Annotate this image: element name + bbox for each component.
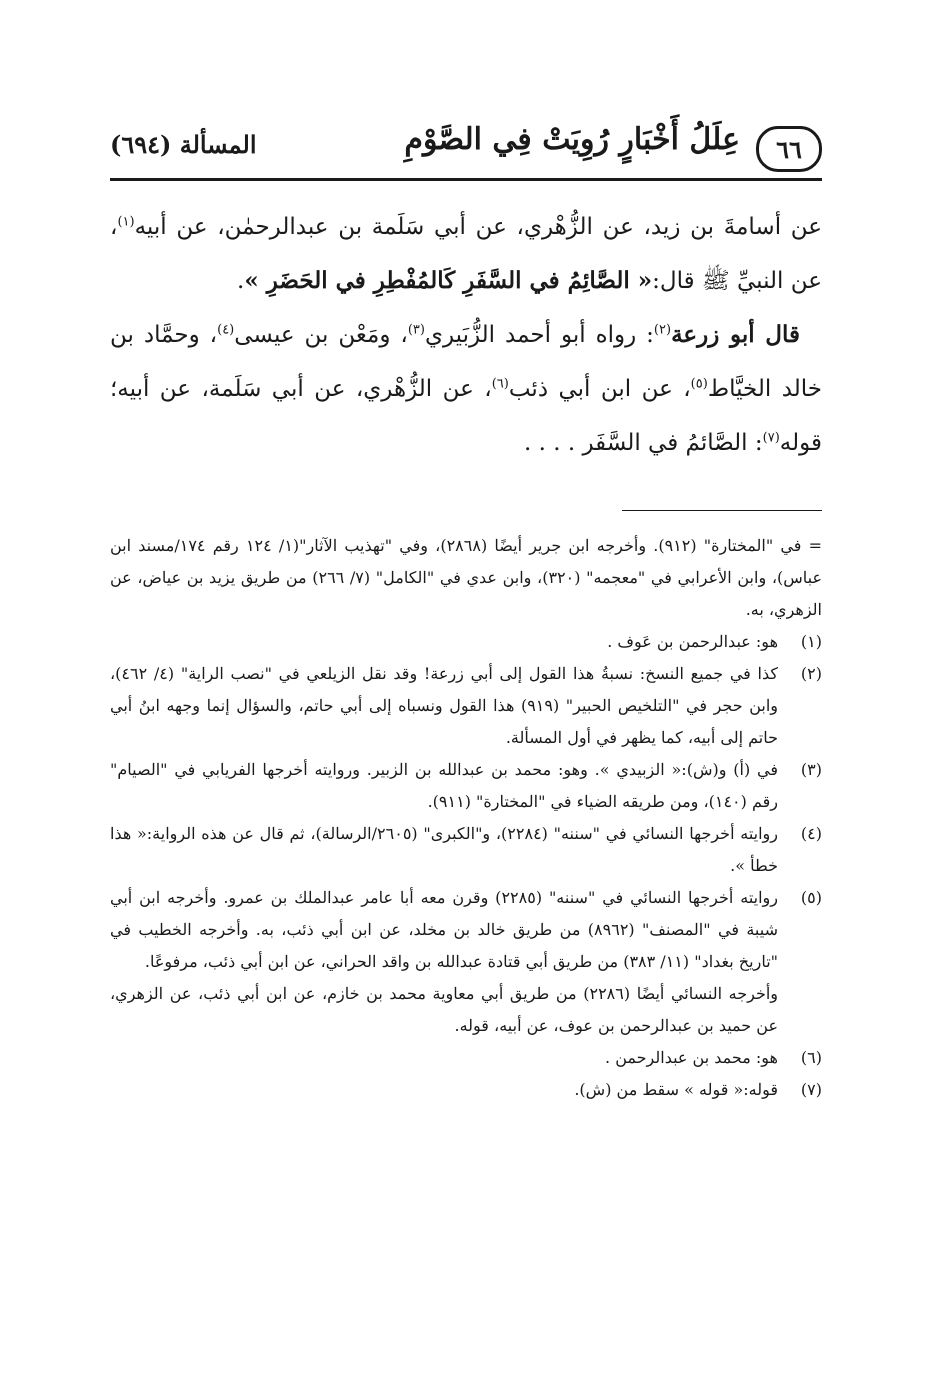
footnote-text-part: روايته أخرجها النسائي في "سننه" (٢٢٨٥) وقرن معه أبا عامر عبدالملك بن عمرو. وأخرجه ابن أبي شيبة في "المصنف" (٨٩٦٢) من طريق خالد بن مخلد، عن ابن أبي ذئب، به. وأخرجه الخطيب في "تاريخ بغداد" (١١/ ٣٨٣) من طريق أبي قتادة عبدالله بن واقد الحراني، عن ابن أبي ذئب، مرفوعًا. xyxy=(110,888,778,971)
footnote-ref-4[interactable]: (٤) xyxy=(217,322,235,338)
main-text xyxy=(110,200,822,470)
footnote-text xyxy=(110,882,778,1042)
body-text: عن أسامةَ بن زيد، عن الزُّهْري، عن أبي سَلَمة بن عبدالرحمٰن، عن أبيه xyxy=(134,214,822,240)
footnote-ref-6[interactable]: (٦) xyxy=(491,376,509,392)
footnote-7 xyxy=(110,1074,822,1106)
footnote-ref-3[interactable]: (٣) xyxy=(407,322,425,338)
footnote-1 xyxy=(110,626,822,658)
header-divider xyxy=(110,178,822,181)
footnote-6 xyxy=(110,1042,822,1074)
issue-number: المسألة (٦٩٤) xyxy=(110,130,257,159)
book-title: عِلَلُ أَخْبَارٍ رُوِيَتْ فِي الصَّوْمِ xyxy=(404,122,740,157)
footnote-number: (٢) xyxy=(800,664,822,683)
body-text: ، ومَعْن بن عيسى xyxy=(234,322,408,348)
paragraph-1 xyxy=(110,200,822,308)
body-text: : الصَّائمُ في السَّفَر . . . . xyxy=(524,430,763,456)
footnote-text: روايته أخرجها النسائي في "سننه" (٢٢٨٤)، و"الكبرى" (٢٦٠٥/الرسالة)، ثم قال عن هذه الرواية:« هذا خطأ ». xyxy=(110,824,778,875)
footnote-number: (٧) xyxy=(800,1080,822,1099)
footnote-separator xyxy=(622,510,822,511)
body-text: : رواه أبو أحمد الزُّبَيري xyxy=(424,322,654,348)
footnote-ref-1[interactable]: (١) xyxy=(117,214,135,230)
body-text: ، عن ابن أبي ذئب xyxy=(508,376,691,402)
footnote-number: (٥) xyxy=(800,888,822,907)
footnote-2 xyxy=(110,658,822,754)
footnote-3 xyxy=(110,754,822,818)
footnotes xyxy=(110,530,822,1106)
footnote-text-part: وأخرجه النسائي أيضًا (٢٢٨٦) من طريق أبي معاوية محمد بن خازم، عن ابن أبي ذئب، عن الزهري، عن حميد بن عبدالرحمن بن عوف، عن أبيه، قوله. xyxy=(110,984,779,1035)
footnote-text: قوله:« قوله » سقط من (ش). xyxy=(574,1080,778,1099)
footnote-ref-5[interactable]: (٥) xyxy=(690,376,708,392)
body-text: ، عن النبيِّ ﷺ قال: xyxy=(110,214,822,294)
footnote-ref-2[interactable]: (٢) xyxy=(653,322,672,338)
page-number: ٦٦ xyxy=(756,126,822,172)
footnote-continued: = في "المختارة" (٩١٢). وأخرجه ابن جرير أيضًا (٢٨٦٨)، وفي "تهذيب الآثار"(١/ ١٢٤ رقم ١٧٤/مسند ابن عباس)، وابن الأعرابي في "معجمه" (٣٢٠)، وابن عدي في "الكامل" (٧/ ٢٦٦) من طريق يزيد بن عياض، عن الزهري، به. xyxy=(110,536,823,619)
body-text: ، وحمَّاد بن خالد الخيَّاط xyxy=(110,322,823,402)
footnote-text: في (أ) و(ش):« الزبيدي ». وهو: محمد بن عبدالله بن الزبير. وروايته أخرجها الفريابي في "الصيام" رقم (١٤٠)، ومن طريقه الضياء في "المختارة" (٩١١). xyxy=(110,760,778,811)
speaker-name: قال أبو زرعة xyxy=(671,321,801,348)
body-text: ، عن الزُّهْري، عن أبي سَلَمة، عن أبيه؛ قوله xyxy=(110,376,822,456)
footnote-ref-7[interactable]: (٧) xyxy=(762,430,780,446)
hadith-text: « الصَّائِمُ في السَّفَرِ كَالمُفْطِرِ في الحَضَرِ » xyxy=(244,267,653,294)
footnote-number: (٦) xyxy=(800,1048,822,1067)
running-header xyxy=(110,112,822,182)
footnote-4 xyxy=(110,818,822,882)
footnote-number: (١) xyxy=(800,632,822,651)
paragraph-2 xyxy=(110,308,822,470)
body-text: . xyxy=(237,268,245,294)
footnote-number: (٣) xyxy=(800,760,822,779)
footnote-text: هو: عبدالرحمن بن عَوف . xyxy=(607,632,778,651)
footnote-text: كذا في جميع النسخ: نسبةُ هذا القول إلى أبي زرعة! وقد نقل الزيلعي في "نصب الراية" (٤/ ٤٦٢)، وابن حجر في "التلخيص الحبير" (٩١٩) هذا القول ونسباه إلى أبي حاتم، والسؤال إنما وجهه ابنُ أبي حاتم إلى أبيه، كما يظهر في أول المسألة. xyxy=(110,664,779,747)
footnote-5 xyxy=(110,882,822,1042)
footnote-number: (٤) xyxy=(800,824,822,843)
footnote-text: هو: محمد بن عبدالرحمن . xyxy=(605,1048,778,1067)
